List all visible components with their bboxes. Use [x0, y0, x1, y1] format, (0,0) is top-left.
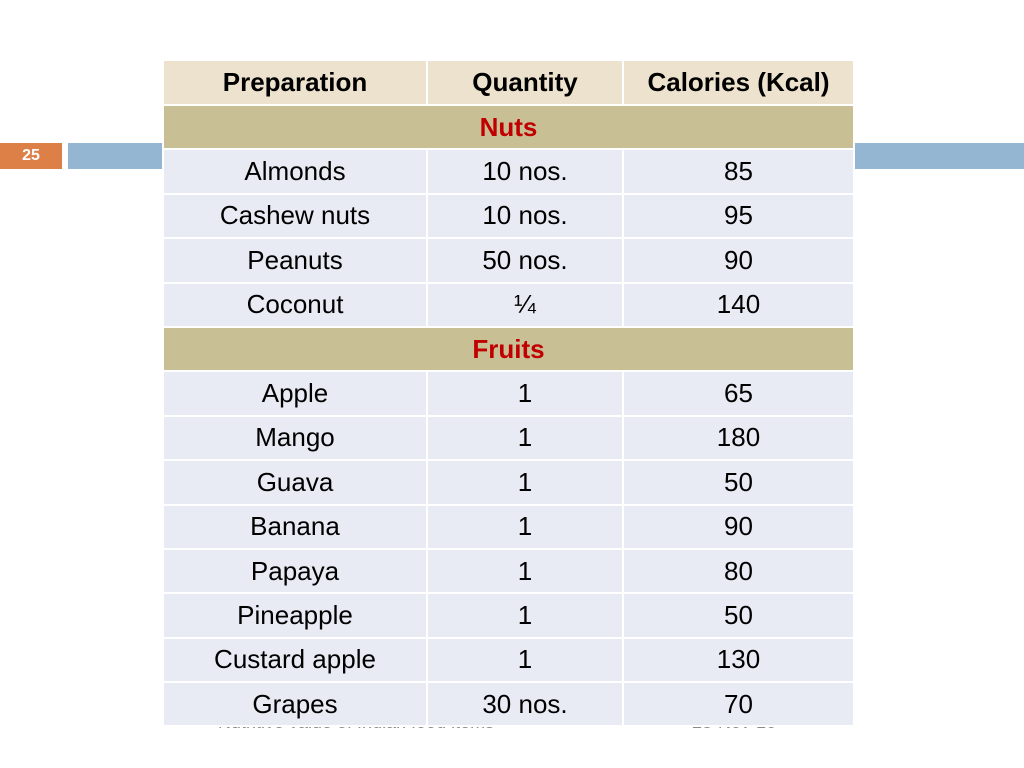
cell-quantity: 30 nos.: [427, 682, 623, 726]
column-header-calories: Calories (Kcal): [623, 60, 854, 105]
column-header-preparation: Preparation: [163, 60, 427, 105]
cell-preparation: Apple: [163, 371, 427, 415]
cell-calories: 85: [623, 149, 854, 193]
cell-preparation: Mango: [163, 416, 427, 460]
column-header-quantity: Quantity: [427, 60, 623, 105]
cell-calories: 90: [623, 505, 854, 549]
cell-quantity: 10 nos.: [427, 149, 623, 193]
cell-calories: 50: [623, 593, 854, 637]
cell-preparation: Cashew nuts: [163, 194, 427, 238]
cell-preparation: Coconut: [163, 283, 427, 327]
cell-preparation: Banana: [163, 505, 427, 549]
cell-calories: 50: [623, 460, 854, 504]
cell-quantity: ¼: [427, 283, 623, 327]
table-row: [163, 194, 854, 238]
table-row: [163, 283, 854, 327]
table-row: [163, 593, 854, 637]
cell-preparation: Custard apple: [163, 638, 427, 682]
cell-calories: 80: [623, 549, 854, 593]
cell-quantity: 1: [427, 593, 623, 637]
section-title: Nuts: [163, 105, 854, 149]
table-row: [163, 638, 854, 682]
cell-calories: 130: [623, 638, 854, 682]
cell-quantity: 1: [427, 549, 623, 593]
table-row: [163, 149, 854, 193]
cell-calories: 180: [623, 416, 854, 460]
cell-calories: 90: [623, 238, 854, 282]
cell-calories: 70: [623, 682, 854, 726]
cell-preparation: Pineapple: [163, 593, 427, 637]
cell-quantity: 1: [427, 371, 623, 415]
table-row: [163, 416, 854, 460]
table-row: [163, 549, 854, 593]
cell-quantity: 1: [427, 505, 623, 549]
cell-preparation: Papaya: [163, 549, 427, 593]
table-row: [163, 505, 854, 549]
section-row-nuts: [163, 105, 854, 149]
table-row: [163, 460, 854, 504]
cell-quantity: 50 nos.: [427, 238, 623, 282]
cell-quantity: 1: [427, 416, 623, 460]
table-row: [163, 682, 854, 726]
cell-quantity: 10 nos.: [427, 194, 623, 238]
section-row-fruits: [163, 327, 854, 371]
cell-preparation: Guava: [163, 460, 427, 504]
cell-preparation: Grapes: [163, 682, 427, 726]
cell-calories: 95: [623, 194, 854, 238]
cell-calories: 140: [623, 283, 854, 327]
cell-preparation: Peanuts: [163, 238, 427, 282]
header-bar-left: [68, 143, 164, 169]
cell-quantity: 1: [427, 460, 623, 504]
section-title: Fruits: [163, 327, 854, 371]
cell-quantity: 1: [427, 638, 623, 682]
table-row: [163, 238, 854, 282]
table-row: [163, 371, 854, 415]
slide-number: 25: [0, 143, 62, 169]
header-bar-right: [852, 143, 1024, 169]
table-header-row: [163, 60, 854, 105]
cell-calories: 65: [623, 371, 854, 415]
cell-preparation: Almonds: [163, 149, 427, 193]
calorie-table: [162, 59, 855, 727]
